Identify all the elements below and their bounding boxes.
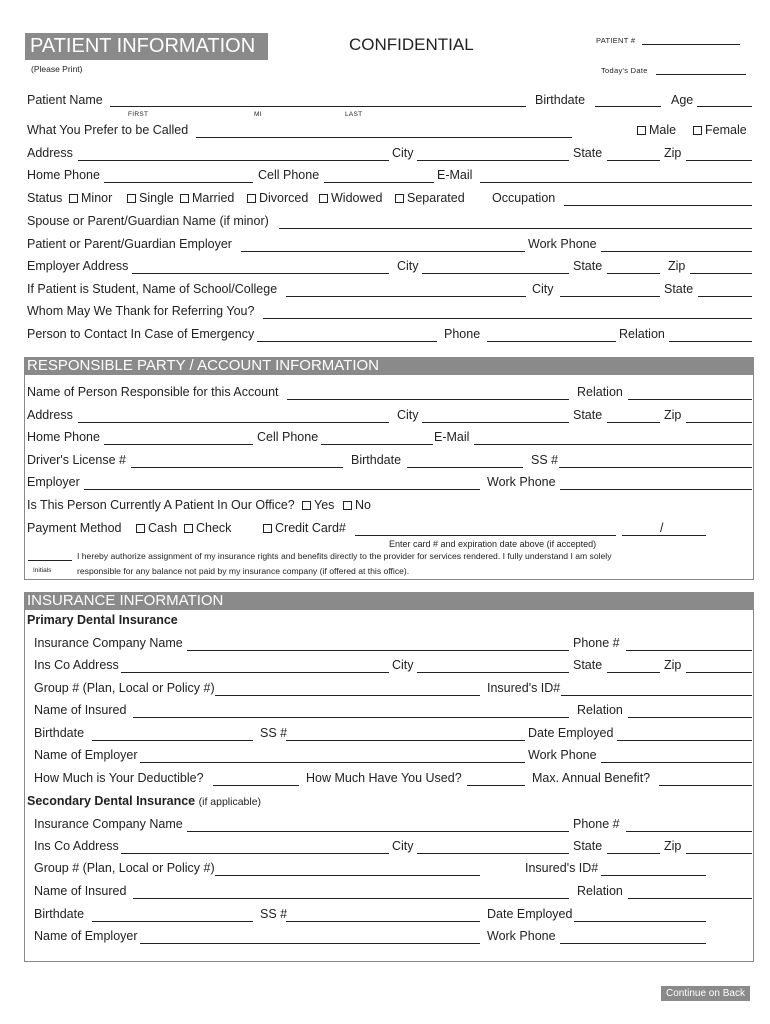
responsible-work-phone-field[interactable] <box>560 489 752 490</box>
responsible-state-field[interactable] <box>607 422 660 423</box>
school-city-field[interactable] <box>560 296 660 297</box>
employer-address-field[interactable] <box>132 273 389 274</box>
responsible-email-label: E-Mail <box>434 430 470 444</box>
responsible-employer-field[interactable] <box>84 489 480 490</box>
secondary-city-label: City <box>392 839 414 853</box>
secondary-company-field[interactable] <box>187 831 569 832</box>
state-label: State <box>573 146 603 160</box>
emergency-phone-field[interactable] <box>487 341 616 342</box>
male-option[interactable]: Male <box>637 123 676 137</box>
status-minor[interactable]: Minor <box>69 191 112 205</box>
responsible-email-field[interactable] <box>474 444 752 445</box>
employer-label: Patient or Parent/Guardian Employer <box>27 237 232 251</box>
spouse-field[interactable] <box>279 228 752 229</box>
widowed-checkbox[interactable] <box>319 194 328 203</box>
current-patient-question: Is This Person Currently A Patient In Our Office? <box>27 498 295 512</box>
age-field[interactable] <box>697 106 752 107</box>
spouse-label: Spouse or Parent/Guardian Name (if minor) <box>27 214 269 228</box>
secondary-group-field[interactable] <box>215 875 480 876</box>
payment-credit-card[interactable]: Credit Card# <box>263 521 346 535</box>
todays-date-field[interactable] <box>656 74 746 75</box>
secondary-birthdate-field[interactable] <box>92 921 253 922</box>
age-label: Age <box>671 93 694 107</box>
primary-city-field[interactable] <box>417 672 569 673</box>
secondary-employer-field[interactable] <box>140 943 480 944</box>
secondary-ss-label: SS # <box>260 907 288 921</box>
secondary-relation-field[interactable] <box>628 898 752 899</box>
primary-company-label: Insurance Company Name <box>34 636 183 650</box>
primary-zip-label: Zip <box>664 658 682 672</box>
primary-relation-label: Relation <box>577 703 623 717</box>
employer-field[interactable] <box>241 251 525 252</box>
mi-hint: MI <box>254 111 262 118</box>
secondary-name-insured-field[interactable] <box>133 898 569 899</box>
employer-zip-label: Zip <box>668 259 686 273</box>
patient-name-field[interactable] <box>110 106 526 107</box>
secondary-date-employed-label: Date Employed <box>487 907 573 921</box>
yes-checkbox[interactable] <box>302 501 311 510</box>
max-benefit-field[interactable] <box>659 785 752 786</box>
responsible-work-phone-label: Work Phone <box>487 475 556 489</box>
work-phone-field[interactable] <box>601 251 752 252</box>
primary-work-phone-field[interactable] <box>601 762 752 763</box>
school-state-field[interactable] <box>698 296 752 297</box>
primary-insurance-heading: Primary Dental Insurance <box>27 613 178 627</box>
emergency-contact-label: Person to Contact In Case of Emergency <box>27 327 255 341</box>
primary-ss-field[interactable] <box>286 740 525 741</box>
payment-check[interactable]: Check <box>184 521 231 535</box>
occupation-label: Occupation <box>492 191 556 205</box>
responsible-cell-phone-label: Cell Phone <box>257 430 319 444</box>
email-label: E-Mail <box>437 168 473 182</box>
secondary-company-label: Insurance Company Name <box>34 817 183 831</box>
divorced-checkbox[interactable] <box>247 194 256 203</box>
secondary-ss-field[interactable] <box>286 921 480 922</box>
responsible-relation-label: Relation <box>577 385 623 399</box>
responsible-city-label: City <box>397 408 419 422</box>
responsible-state-label: State <box>573 408 603 422</box>
employer-state-label: State <box>573 259 603 273</box>
primary-phone-label: Phone # <box>573 636 620 650</box>
credit-card-checkbox[interactable] <box>263 524 272 533</box>
responsible-home-phone-field[interactable] <box>104 444 253 445</box>
secondary-work-phone-field[interactable] <box>560 943 706 944</box>
deductible-field[interactable] <box>213 785 299 786</box>
secondary-city-field[interactable] <box>417 853 569 854</box>
secondary-insured-id-label: Insured's ID# <box>525 861 599 875</box>
employer-zip-field[interactable] <box>690 273 752 274</box>
separated-checkbox[interactable] <box>395 194 404 203</box>
responsible-zip-label: Zip <box>664 408 682 422</box>
student-school-field[interactable] <box>286 296 526 297</box>
emergency-relation-label: Relation <box>619 327 665 341</box>
employer-city-label: City <box>397 259 419 273</box>
no-checkbox[interactable] <box>343 501 352 510</box>
birthdate-field[interactable] <box>595 106 661 107</box>
used-field[interactable] <box>467 785 525 786</box>
employer-city-field[interactable] <box>422 273 569 274</box>
primary-ss-label: SS # <box>260 726 288 740</box>
confidential-label: CONFIDENTIAL <box>349 35 474 54</box>
male-checkbox[interactable] <box>637 126 646 135</box>
secondary-zip-field[interactable] <box>686 853 752 854</box>
responsible-address-label: Address <box>27 408 73 422</box>
card-hint: Enter card # and expiration date above (if accepted) <box>389 539 597 549</box>
preferred-name-field[interactable] <box>196 137 572 138</box>
primary-group-field[interactable] <box>215 695 480 696</box>
work-phone-label: Work Phone <box>528 237 597 251</box>
primary-birthdate-label: Birthdate <box>34 726 85 740</box>
cell-phone-label: Cell Phone <box>258 168 320 182</box>
female-option[interactable]: Female <box>693 123 747 137</box>
secondary-employer-label: Name of Employer <box>34 929 138 943</box>
birthdate-label: Birthdate <box>535 93 586 107</box>
responsible-name-field[interactable] <box>287 399 569 400</box>
female-checkbox[interactable] <box>693 126 702 135</box>
status-divorced[interactable]: Divorced <box>247 191 308 205</box>
emergency-contact-field[interactable] <box>257 341 437 342</box>
initials-field[interactable] <box>28 560 72 561</box>
secondary-ins-address-field[interactable] <box>121 853 389 854</box>
address-field[interactable] <box>78 160 389 161</box>
responsible-birthdate-field[interactable] <box>407 467 523 468</box>
zip-label: Zip <box>664 146 682 160</box>
status-married[interactable]: Married <box>180 191 234 205</box>
married-checkbox[interactable] <box>180 194 189 203</box>
secondary-zip-label: Zip <box>664 839 682 853</box>
primary-name-insured-field[interactable] <box>133 717 569 718</box>
responsible-zip-field[interactable] <box>686 422 752 423</box>
minor-checkbox[interactable] <box>69 194 78 203</box>
occupation-field[interactable] <box>564 205 752 206</box>
status-single[interactable]: Single <box>127 191 174 205</box>
home-phone-field[interactable] <box>104 182 253 183</box>
current-patient-no[interactable]: No <box>343 498 371 512</box>
secondary-relation-label: Relation <box>577 884 623 898</box>
referral-label: Whom May We Thank for Referring You? <box>27 304 255 318</box>
responsible-employer-label: Employer <box>27 475 80 489</box>
secondary-date-employed-field[interactable] <box>574 921 706 922</box>
primary-state-field[interactable] <box>607 672 660 673</box>
primary-company-field[interactable] <box>187 650 569 651</box>
status-label: Status <box>27 191 63 205</box>
student-school-label: If Patient is Student, Name of School/College <box>27 282 278 296</box>
cash-checkbox[interactable] <box>136 524 145 533</box>
primary-insured-id-field[interactable] <box>561 695 752 696</box>
address-label: Address <box>27 146 73 160</box>
continue-on-back-label: Continue on Back <box>661 986 750 1001</box>
city-field[interactable] <box>417 160 569 161</box>
cell-phone-field[interactable] <box>324 182 434 183</box>
secondary-phone-label: Phone # <box>573 817 620 831</box>
responsible-section-frame <box>24 375 754 580</box>
payment-method-label: Payment Method <box>27 521 122 535</box>
secondary-state-field[interactable] <box>607 853 660 854</box>
home-phone-label: Home Phone <box>27 168 100 182</box>
primary-employer-label: Name of Employer <box>34 748 138 762</box>
primary-zip-field[interactable] <box>686 672 752 673</box>
drivers-license-field[interactable] <box>131 467 343 468</box>
employer-state-field[interactable] <box>607 273 660 274</box>
primary-date-employed-field[interactable] <box>617 740 752 741</box>
primary-work-phone-label: Work Phone <box>528 748 597 762</box>
primary-phone-field[interactable] <box>626 650 752 651</box>
secondary-work-phone-label: Work Phone <box>487 929 556 943</box>
secondary-insurance-heading: Secondary Dental Insurance (if applicable) <box>27 794 262 808</box>
expiration-slash: / <box>660 521 664 535</box>
secondary-group-label: Group # (Plan, Local or Policy #) <box>34 861 215 875</box>
responsible-section-header: RESPONSIBLE PARTY / ACCOUNT INFORMATION <box>24 357 754 375</box>
secondary-phone-field[interactable] <box>626 831 752 832</box>
responsible-name-label: Name of Person Responsible for this Account <box>27 385 279 399</box>
city-label: City <box>392 146 414 160</box>
last-name-hint: LAST <box>345 111 363 118</box>
payment-cash[interactable]: Cash <box>136 521 177 535</box>
insurance-section-frame <box>24 610 754 962</box>
current-patient-yes[interactable]: Yes <box>302 498 334 512</box>
responsible-cell-phone-field[interactable] <box>321 444 433 445</box>
status-widowed[interactable]: Widowed <box>319 191 382 205</box>
initials-label: Initials <box>33 567 52 574</box>
school-city-label: City <box>532 282 554 296</box>
referral-field[interactable] <box>263 318 752 319</box>
responsible-ss-label: SS # <box>531 453 559 467</box>
credit-card-expiration-field[interactable] <box>622 535 706 536</box>
preferred-name-label: What You Prefer to be Called <box>27 123 189 137</box>
patient-number-label: PATIENT # <box>596 36 636 45</box>
first-name-hint: FIRST <box>128 111 149 118</box>
emergency-relation-field[interactable] <box>669 341 752 342</box>
primary-relation-field[interactable] <box>628 717 752 718</box>
state-field[interactable] <box>607 160 660 161</box>
used-label: How Much Have You Used? <box>306 771 462 785</box>
email-field[interactable] <box>480 182 752 183</box>
responsible-ss-field[interactable] <box>559 467 752 468</box>
max-benefit-label: Max. Annual Benefit? <box>532 771 651 785</box>
please-print-note: (Please Print) <box>31 64 83 74</box>
secondary-name-insured-label: Name of Insured <box>34 884 127 898</box>
primary-state-label: State <box>573 658 603 672</box>
responsible-city-field[interactable] <box>422 422 569 423</box>
primary-group-label: Group # (Plan, Local or Policy #) <box>34 681 215 695</box>
status-separated[interactable]: Separated <box>395 191 465 205</box>
zip-field[interactable] <box>686 160 752 161</box>
insurance-section-header: INSURANCE INFORMATION <box>24 592 754 610</box>
secondary-state-label: State <box>573 839 603 853</box>
employer-address-label: Employer Address <box>27 259 129 273</box>
deductible-label: How Much is Your Deductible? <box>34 771 204 785</box>
primary-ins-address-label: Ins Co Address <box>34 658 119 672</box>
responsible-home-phone-label: Home Phone <box>27 430 100 444</box>
primary-insured-id-label: Insured's ID# <box>487 681 561 695</box>
responsible-address-field[interactable] <box>78 422 389 423</box>
patient-name-label: Patient Name <box>27 93 103 107</box>
primary-ins-address-field[interactable] <box>121 672 389 673</box>
primary-city-label: City <box>392 658 414 672</box>
responsible-relation-field[interactable] <box>628 399 752 400</box>
check-checkbox[interactable] <box>184 524 193 533</box>
single-checkbox[interactable] <box>127 194 136 203</box>
responsible-birthdate-label: Birthdate <box>351 453 402 467</box>
authorization-text-line2: responsible for any balance not paid by my insurance company (if offered at this office). <box>77 566 410 576</box>
todays-date-label: Today's Date <box>601 66 648 75</box>
page-title: PATIENT INFORMATION <box>25 33 268 60</box>
secondary-birthdate-label: Birthdate <box>34 907 85 921</box>
school-state-label: State <box>664 282 694 296</box>
secondary-ins-address-label: Ins Co Address <box>34 839 119 853</box>
drivers-license-label: Driver's License # <box>27 453 126 467</box>
primary-birthdate-field[interactable] <box>92 740 253 741</box>
primary-employer-field[interactable] <box>140 762 525 763</box>
patient-number-field[interactable] <box>642 44 740 45</box>
secondary-insured-id-field[interactable] <box>601 875 706 876</box>
primary-name-insured-label: Name of Insured <box>34 703 127 717</box>
authorization-text-line1: I hereby authorize assignment of my insurance rights and benefits directly to the provider for services rendered. I fully understand I am solely <box>77 551 612 561</box>
emergency-phone-label: Phone <box>444 327 481 341</box>
primary-date-employed-label: Date Employed <box>528 726 614 740</box>
credit-card-number-field[interactable] <box>355 535 616 536</box>
